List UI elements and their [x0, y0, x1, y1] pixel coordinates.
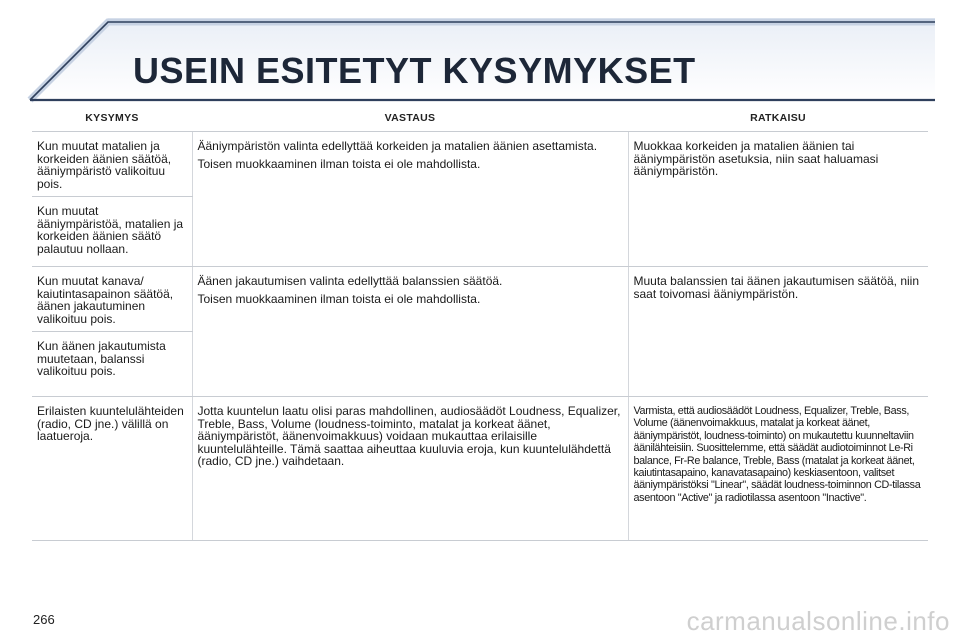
- question-cell: Kun muutat kanava/ kaiutintasapainon säätöä, äänen jakautuminen valikoituu pois.: [32, 267, 192, 332]
- faq-table: [32, 105, 928, 541]
- column-header-question: KYSYMYS: [32, 105, 192, 132]
- table-row: [32, 132, 928, 197]
- page-title: USEIN ESITETYT KYSYMYKSET: [133, 50, 696, 91]
- question-cell: Kun äänen jakautumista muutetaan, balanssi valikoituu pois.: [32, 332, 192, 397]
- answer-cell: [192, 132, 628, 267]
- answer-paragraph: Toisen muokkaaminen ilman toista ei ole mahdollista.: [197, 156, 481, 171]
- solution-cell: Muokkaa korkeiden ja matalien äänien tai ääniympäristön asetuksia, niin saat haluamasi ääniympäristön.: [628, 132, 928, 267]
- solution-cell: Muuta balanssien tai äänen jakautumisen säätöä, niin saat toivomasi ääniympäristön.: [628, 267, 928, 397]
- answer-cell: [192, 397, 628, 541]
- watermark: carmanualsonline.info: [686, 606, 950, 636]
- answer-paragraph: Jotta kuuntelun laatu olisi paras mahdollinen, audiosäädöt Loudness, Equalizer, Treble, Bass, Volume (loudness-toiminto, matalat ja korkeat äänet, ääniympäristöt, äänenvoimakkuus) voidaan mukauttaa erilaisille kuuntelulähteille. Tämä saattaa aiheuttaa kuuluvia eroja, kun kuuntelulähdettä (radio, CD jne.) vaihdetaan.: [197, 404, 621, 468]
- answer-paragraph: Äänen jakautumisen valinta edellyttää balanssien säätöä.: [197, 274, 503, 288]
- table-header-row: [32, 105, 928, 132]
- solution-cell: Varmista, että audiosäädöt Loudness, Equalizer, Treble, Bass, Volume (äänenvoimakkuus, matalat ja korkeat äänet, ääniympäristöt, loudness-toiminto) on mukautettu kuunneltaviin äänilähteisiin. Suosittelemme, että säädät audiotoiminnot Le-Ri balance, Fr-Re balance, Treble, Bass (matalat ja korkeat äänet, kaiutintasapaino, kanavatasapaino) keskiasentoon, valitset ääniympäristöksi "Linear", säädät loudness-toiminnon CD-tilassa asentoon "Active" ja radiotilassa asentoon "Inactive".: [628, 397, 928, 541]
- question-cell: Kun muutat ääniympäristöä, matalien ja korkeiden äänien säätö palautuu nollaan.: [32, 197, 192, 267]
- column-header-answer: VASTAUS: [192, 105, 628, 132]
- question-cell: Erilaisten kuuntelulähteiden (radio, CD jne.) välillä on laatueroja.: [32, 397, 192, 541]
- answer-paragraph: Ääniympäristön valinta edellyttää korkeiden ja matalien äänien asettamista.: [197, 139, 598, 153]
- answer-paragraph: Toisen muokkaaminen ilman toista ei ole mahdollista.: [197, 291, 481, 306]
- answer-cell: [192, 267, 628, 397]
- page-number: 266: [33, 612, 55, 627]
- table-row: [32, 267, 928, 332]
- table-row: [32, 397, 928, 541]
- question-cell: Kun muutat matalien ja korkeiden äänien säätöä, ääniympäristö valikoituu pois.: [32, 132, 192, 197]
- header-banner: [0, 0, 960, 110]
- column-header-solution: RATKAISU: [628, 105, 928, 132]
